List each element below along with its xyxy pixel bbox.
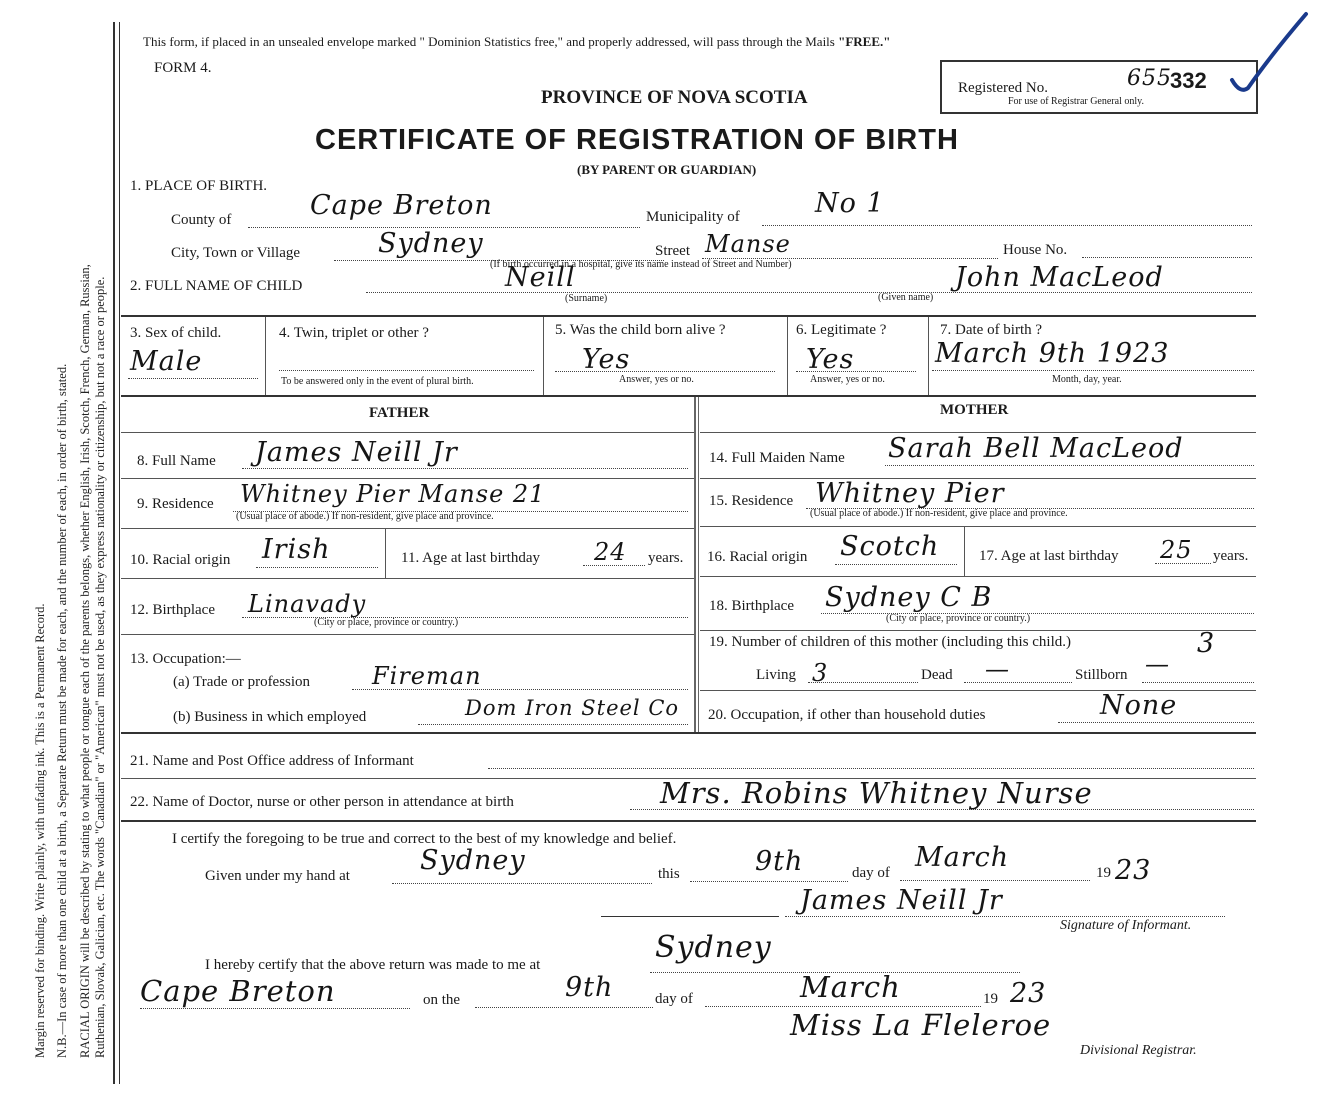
father-trade-value: Fireman bbox=[372, 662, 482, 690]
street-label: Street bbox=[655, 243, 690, 259]
cert-year-value: 23 bbox=[1115, 855, 1152, 886]
registered-handwritten: 655 bbox=[1127, 66, 1172, 91]
registrar-year-value: 23 bbox=[1010, 978, 1047, 1009]
registrar-signature: Miss La Fleleroe bbox=[790, 1008, 1052, 1042]
father-occupation-label: 13. Occupation:— bbox=[130, 651, 241, 667]
dead-value: — bbox=[985, 655, 1010, 683]
mother-residence-label: 15. Residence bbox=[709, 493, 794, 509]
father-trade-label: (a) Trade or profession bbox=[173, 674, 311, 690]
registered-note: For use of Registrar General only. bbox=[1008, 96, 1144, 107]
page-title: CERTIFICATE OF REGISTRATION OF BIRTH bbox=[315, 124, 959, 156]
dob-label: 7. Date of birth ? bbox=[940, 322, 1043, 338]
county-value: Cape Breton bbox=[310, 190, 493, 221]
father-birthplace-value: Linavady bbox=[248, 590, 367, 618]
father-birthplace-label: 12. Birthplace bbox=[130, 602, 215, 618]
mother-name-value: Sarah Bell MacLeod bbox=[888, 433, 1184, 464]
mother-racial-value: Scotch bbox=[840, 531, 940, 562]
mother-birthplace-value: Sydney C B bbox=[825, 582, 993, 613]
dead-label: Dead bbox=[921, 667, 953, 683]
check-mark-icon bbox=[1226, 10, 1316, 100]
city-label: City, Town or Village bbox=[171, 245, 301, 261]
sex-value: Male bbox=[130, 346, 203, 377]
form-left-border-inner bbox=[119, 22, 120, 1084]
given-under-label: Given under my hand at bbox=[205, 868, 350, 884]
informant-signature: James Neill Jr bbox=[800, 885, 1003, 916]
mother-age-value: 25 bbox=[1160, 536, 1193, 564]
legit-value: Yes bbox=[806, 344, 855, 375]
father-age-value: 24 bbox=[594, 538, 627, 566]
mother-children-value: 3 bbox=[1197, 628, 1216, 659]
living-value: 3 bbox=[812, 659, 829, 687]
margin-note-racial-origin-cont: Ruthenian, Slovak, Galician, etc. The words "Canadian" or "American" must not be used, as they express nationality or citizenship, but not a race or people. bbox=[93, 276, 107, 1058]
certify-statement: I certify the foregoing to be true and correct to the best of my knowledge and belief. bbox=[172, 831, 677, 847]
alive-value: Yes bbox=[582, 344, 631, 375]
mother-age-label: 17. Age at last birthday bbox=[979, 548, 1119, 564]
province-title: PROVINCE OF NOVA SCOTIA bbox=[541, 87, 808, 108]
alive-label: 5. Was the child born alive ? bbox=[555, 322, 726, 338]
legit-label: 6. Legitimate ? bbox=[796, 322, 887, 338]
given-place-value: Sydney bbox=[420, 845, 526, 876]
municipality-label: Municipality of bbox=[646, 209, 740, 225]
father-residence-value: Whitney Pier Manse 21 bbox=[240, 480, 546, 508]
child-given-value: John MacLeod bbox=[955, 262, 1164, 293]
doctor-label: 22. Name of Doctor, nurse or other person in attendance at birth bbox=[130, 794, 514, 810]
father-heading: FATHER bbox=[369, 405, 430, 421]
father-racial-value: Irish bbox=[262, 534, 331, 565]
child-surname-value: Neill bbox=[505, 262, 576, 293]
registrar-place-value: Sydney bbox=[655, 930, 772, 965]
informant-signature-caption: Signature of Informant. bbox=[1060, 918, 1192, 933]
father-residence-label: 9. Residence bbox=[137, 496, 214, 512]
mother-children-label: 19. Number of children of this mother (including this child.) bbox=[709, 634, 1072, 650]
father-birthplace-caption: (City or place, province or country.) bbox=[314, 617, 459, 628]
dob-value: March 9th 1923 bbox=[935, 338, 1170, 369]
house-label: House No. bbox=[1003, 242, 1068, 258]
mother-occupation-label: 20. Occupation, if other than household duties bbox=[708, 707, 986, 723]
mother-name-label: 14. Full Maiden Name bbox=[709, 450, 845, 466]
registrar-day-of-label: day of bbox=[655, 991, 693, 1007]
hospital-note: (If birth occurred in a hospital, give its name instead of Street and Number) bbox=[490, 259, 792, 270]
margin-note-racial-origin: RACIAL ORIGIN will be described by stating to what people or tongue each of the parents belongs, whether English, Irish, Scotch, French, German, Russian, bbox=[78, 264, 92, 1058]
father-age-label: 11. Age at last birthday bbox=[401, 550, 540, 566]
surname-caption: (Surname) bbox=[565, 293, 608, 304]
father-business-label: (b) Business in which employed bbox=[173, 709, 367, 725]
father-business-value: Dom Iron Steel Co bbox=[465, 696, 680, 720]
county-label: County of bbox=[171, 212, 232, 228]
cert-day-value: 9th bbox=[755, 846, 804, 877]
registrar-statement: I hereby certify that the above return was made to me at bbox=[205, 957, 541, 973]
father-name-label: 8. Full Name bbox=[137, 453, 216, 469]
stillborn-value: — bbox=[1145, 650, 1170, 678]
registrar-county-value: Cape Breton bbox=[140, 974, 336, 1008]
registered-box bbox=[940, 60, 1258, 114]
twin-label: 4. Twin, triplet or other ? bbox=[279, 325, 429, 341]
legit-caption: Answer, yes or no. bbox=[810, 374, 885, 385]
mother-age-years: years. bbox=[1213, 548, 1249, 564]
place-of-birth-heading: 1. PLACE OF BIRTH. bbox=[130, 178, 268, 194]
father-age-years: years. bbox=[648, 550, 684, 566]
mother-birthplace-label: 18. Birthplace bbox=[709, 598, 794, 614]
doctor-value: Mrs. Robins Whitney Nurse bbox=[660, 776, 1093, 810]
cert-month-value: March bbox=[915, 842, 1010, 873]
alive-caption: Answer, yes or no. bbox=[619, 374, 694, 385]
dob-caption: Month, day, year. bbox=[1052, 374, 1122, 385]
mail-notice-free: "FREE." bbox=[838, 34, 891, 49]
margin-note-binding: Margin reserved for binding. Write plainly, with unfading ink. This is a Permanent Record. bbox=[33, 603, 47, 1058]
father-racial-label: 10. Racial origin bbox=[130, 552, 231, 568]
stillborn-label: Stillborn bbox=[1075, 667, 1128, 683]
father-residence-caption: (Usual place of abode.) If non-resident, give place and province. bbox=[236, 511, 494, 522]
registered-label: Registered No. bbox=[958, 80, 1048, 96]
mother-residence-caption: (Usual place of abode.) If non-resident, give place and province. bbox=[810, 508, 1068, 519]
child-name-label: 2. FULL NAME OF CHILD bbox=[130, 278, 303, 294]
registrar-day-value: 9th bbox=[565, 972, 614, 1003]
street-value: Manse bbox=[705, 230, 791, 258]
given-caption: (Given name) bbox=[878, 292, 934, 303]
mother-heading: MOTHER bbox=[940, 402, 1009, 418]
this-label: this bbox=[658, 866, 680, 882]
registrar-year-prefix: 19 bbox=[983, 991, 998, 1007]
municipality-value: No 1 bbox=[815, 188, 885, 219]
cert-day-of-label: day of bbox=[852, 865, 890, 881]
mail-notice: This form, if placed in an unsealed envelope marked " Dominion Statistics free," and properly addressed, will pass through the Mails "FREE." bbox=[143, 34, 891, 49]
registrar-on-the-label: on the bbox=[423, 992, 461, 1008]
informant-label: 21. Name and Post Office address of Informant bbox=[130, 753, 414, 769]
registrar-month-value: March bbox=[800, 970, 901, 1004]
cert-year-prefix: 19 bbox=[1096, 865, 1111, 881]
father-name-value: James Neill Jr bbox=[255, 437, 458, 468]
mother-occupation-value: None bbox=[1100, 690, 1178, 721]
sex-label: 3. Sex of child. bbox=[130, 325, 222, 341]
twin-note: To be answered only in the event of plural birth. bbox=[281, 376, 474, 387]
registrar-signature-caption: Divisional Registrar. bbox=[1080, 1043, 1197, 1058]
page-subtitle: (BY PARENT OR GUARDIAN) bbox=[577, 162, 757, 177]
city-value: Sydney bbox=[378, 228, 484, 259]
form-number: FORM 4. bbox=[154, 60, 212, 76]
registered-number: 332 bbox=[1170, 68, 1207, 93]
mother-birthplace-caption: (City or place, province or country.) bbox=[886, 613, 1031, 624]
living-label: Living bbox=[756, 667, 796, 683]
mother-residence-value: Whitney Pier bbox=[815, 478, 1005, 509]
margin-note-nb: N.B.—In case of more than one child at a birth, a Separate Return must be made for each, and the number of each, in order of birth, stated. bbox=[55, 363, 69, 1058]
mother-racial-label: 16. Racial origin bbox=[707, 549, 808, 565]
form-left-border bbox=[113, 22, 115, 1084]
